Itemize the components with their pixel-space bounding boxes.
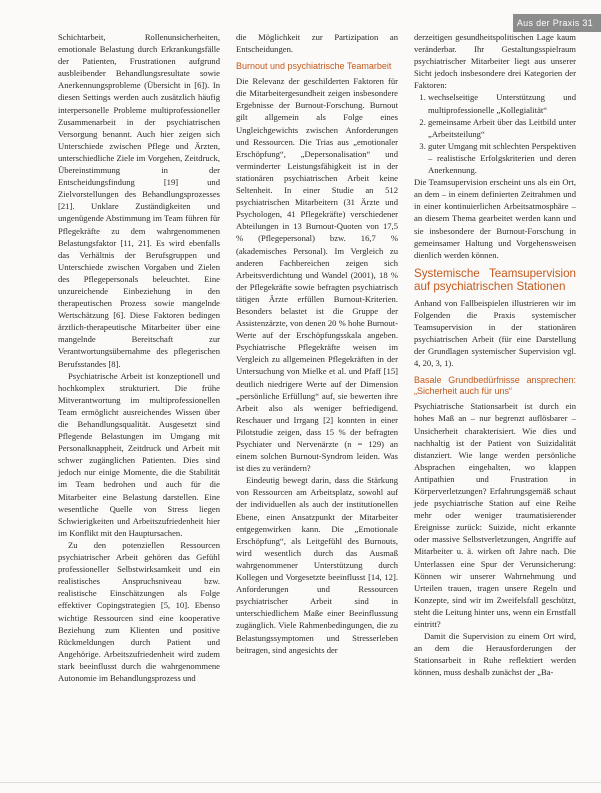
paragraph: die Möglichkeit zur Partizipation an Entscheidungen.: [236, 32, 398, 55]
column-2: [236, 31, 398, 684]
paragraph: Psychiatrische Arbeit ist konzeptionell und hochkomplex strukturiert. Die frühe Mitverantwortung im multiprofessionellen Team ermöglicht ausreichendes Wissen über die Behandlungsqualität. Ausgesetzt sind Pflegende Belastungen im Umgang mit Personalknappheit, Zeitdruck und Arbeit mit schwer zugänglichen Patienten. Dies sind jedoch nur einige Momente, die die Stabilität im Team bedrohen und auch für die Mitarbeiter eine Belastung darstellen. Eine wesentliche Quelle von Stress liegen Schwierigkeiten und Arbeitszufriedenheit hier im Konflikt mit den Hauptursachen.: [58, 370, 220, 538]
article-body: [58, 31, 578, 684]
subsection-heading: Basale Grundbedürfnisse ansprechen: „Sicherheit auch für uns“: [414, 375, 576, 397]
list-item: 1. wechselseitige Unterstützung und multiprofessionelle „Kollegialität“: [428, 91, 576, 115]
section-heading: Burnout und psychiatrische Teamarbeit: [236, 61, 392, 72]
paragraph: Schichtarbeit, Rollenunsicherheiten, emotionale Belastung durch Erkrankungsfälle der Patienten, Frustrationen aufgrund ausbleibender Behandlungsresultate sowie Anerkennungsprobleme (Übersicht in [6]). In diesen Settings werden auch zusätzlich häufig interpersonelle Probleme multiprofessioneller Zusammenarbeit in der psychiatrischen Versorgung benannt. Auch hier zeigen sich Unterschiede zwischen Pflege und Ärzten, unterschiedliche Ziele im Vorgehen, Zeitdruck, Übereinstimmung in der Entscheidungsfindung [19] und Zielvorstellungen des Behandlungsprozesses [21]. Unklare Zuständigkeiten und ungenügende Abstimmung im Team führen für Pflegekräfte zu dem wahrgenommenen Belastungsfaktor [11, 21]. Es wird ebenfalls das Verhältnis der Berufsgruppen und Unterschiede zwischen Vorgaben und Zielen des Pflegepersonals beleuchtet. Eine unzureichende Einbeziehung in den therapeutischen Prozess sowie mangelnde Wertschätzung [6]. Diese Faktoren bedingen ärztlich-therapeutische Mitarbeiter über eine mangelnde Bereitschaft zur Verantwortungsübernahme des pflegerischen Berufsstandes [8].: [58, 32, 220, 369]
numbered-list: [414, 91, 576, 176]
section-header-bar: [513, 14, 601, 32]
paragraph: Eindeutig bewegt darin, dass die Stärkung von Ressourcen am Arbeitsplatz, sowohl auf der individuellen als auch der institutionellen Ebene, einen Ansatzpunkt der Mitarbeiter entgegenwirken kann. Die „Emotionale Erschöpfung“, als Leitgefühl des Burnouts, wird wesentlich durch das Ausmaß wahrgenommener Unterstützung durch Kollegen und Vorgesetzte beeinflusst [14, 12]. Anforderungen und Ressourcen psychiatrischer Arbeit sind in unterschiedlichem Maße einer Beeinflussung zugänglich. Viele Rahmenbedingungen, die zu Belastungssymptomen und Stresserleben beitragen, sind angesichts der: [236, 475, 398, 655]
section-header-label: Aus der Praxis 31: [516, 18, 593, 28]
paragraph: Die Teamsupervision erscheint uns als ein Ort, an dem – in einem definierten Zeitrahmen und in einer kontinuierlichen Arbeitsatmosphäre – an diesem Thema gearbeitet werden kann und sie insbesondere der Burnout-Forschung in gemeinsamer Haltung und Vorgehensweisen dienlich werden können.: [414, 177, 576, 260]
paragraph: Zu den potenziellen Ressourcen psychiatrischer Arbeit gehören das Gefühl professioneller Selbstwirksamkeit und ein realistisches Anspruchsniveau bzw. realistische Einschätzungen als Folge effektiver Copingstrategien [5, 10]. Ebenso wichtige Ressourcen sind eine kooperative Beziehung zum Klienten und positive Rückmeldungen durch Patient und Angehörige. Arbeitszufriedenheit wird zudem stark beeinflusst durch die wahrgenommene Autonomie im Behandlungsprozess und: [58, 539, 220, 683]
column-1: [58, 31, 220, 684]
paragraph: Damit die Supervision zu einem Ort wird, an dem die Herausforderungen der Stationsarbeit in Ruhe reflektiert werden können, muss deshalb zunächst der „Ba-: [414, 631, 576, 678]
paragraph: Psychiatrische Stationsarbeit ist durch ein hohes Maß an – nur begrenzt auflösbarer – Unsicherheit charakterisiert. Wie dies und nachhaltig ist der Patient von Suizidalität distanziert. Wie lange werden persönliche Absprachen eingehalten, wo klappen Antipathien und Frustration in Körperverletzungen? Erfahrungsgemäß schaut jede psychiatrische Station auf eine Reihe mehr oder weniger traumatisierender Ereignisse zurück: Suizide, nicht erkannte oder massive Selbstverletzungen, Angriffe auf Mitarbeiter u. ä. wirken oft Jahre nach. Die Unterlassen eine Spur der Verunsicherung: Können wir unserer Wahrnehmung und Urteilen trauen, tragen unsere Regeln und Konzepte, sind wir im Zweifelsfall geschützt, steht die Leitung hinter uns, wenn ein Ernstfall eintritt?: [414, 401, 576, 630]
paragraph: Anhand von Fallbeispielen illustrieren wir im Folgenden die Praxis systemischer Teamsupervision in der stationären psychiatrischen Arbeit (für eine Darstellung der Grundlagen systemischer Supervision vgl. 4, 20, 3, 1).: [414, 297, 576, 369]
paragraph: Die Relevanz der geschilderten Faktoren für die Mitarbeitergesundheit zeigen insbesondere Ergebnisse der Burnout-Forschung. Burnout gilt allgemein als Folge eines Ungleichgewichts zwischen Anforderungen und Ressourcen. Die Trias aus „emotionaler Erschöpfung“, „Depersonalisation“ und verminderter Leistungsfähigkeit ist in der stationären psychiatrischen Arbeit keine Seltenheit. In einer Studie an 512 psychiatrischen Mitarbeitern (31 Ärzte und Psychologen, 41 Pflegekräfte) verschiedener Abteilungen in 13 Burnout-Quoten von 17,5 % (Pflegepersonal) bzw. 16,7 % (akademisches Personal). Im Vergleich zu anderen Fachbereichen zeigen sich Arbeitsverdichtung und Wandel (2001), 18 % der Pflegekräfte sowie befragten psychiatrisch tätigen Ärzte erfüllen Burnout-Kriterien. Besonders belastet ist die Gruppe der Assistenzärzte, von denen 20 % hohe Burnout-Werte auf der Erschöpfungsskala angeben. Psychiatrische Pflegekräfte weisen im Vergleich zu allgemeinen Pflegekräften in der Untersuchung von Mielke et al. und Pfaff [15] deutlich niedrigere Werte auf der Dimension „persönliche Erfüllung“ auf, sie bewerten ihre Arbeit also als weniger befriedigend. Reschauer und Irrgang [2] konnten in einer Pilotstudie zeigen, dass 15 % der befragten Psychiater und Nervenärzte (n = 129) an einem solchen Burnout-Syndrom leiden. Was ist dies zu verändern?: [236, 76, 398, 474]
column-3: [414, 31, 576, 684]
section-heading: Systemische Teamsupervision auf psychiatrischen Stationen: [414, 266, 576, 294]
page-bottom-rule: [0, 782, 601, 783]
list-item: 2. gemeinsame Arbeit über das Leitbild unter „Arbeitsteilung“: [428, 116, 576, 140]
list-item: 3. guter Umgang mit schlechten Perspektiven – realistische Erfolgskriterien und deren Anerkennung.: [428, 140, 576, 176]
paragraph: derzeitigen gesundheitspolitischen Lage kaum veränderbar. Ihr Gestaltungsspielraum psychiatrischer Mitarbeiter liegt aus unserer Sicht jedoch insbesondere drei Kategorien der Faktoren:: [414, 32, 576, 91]
